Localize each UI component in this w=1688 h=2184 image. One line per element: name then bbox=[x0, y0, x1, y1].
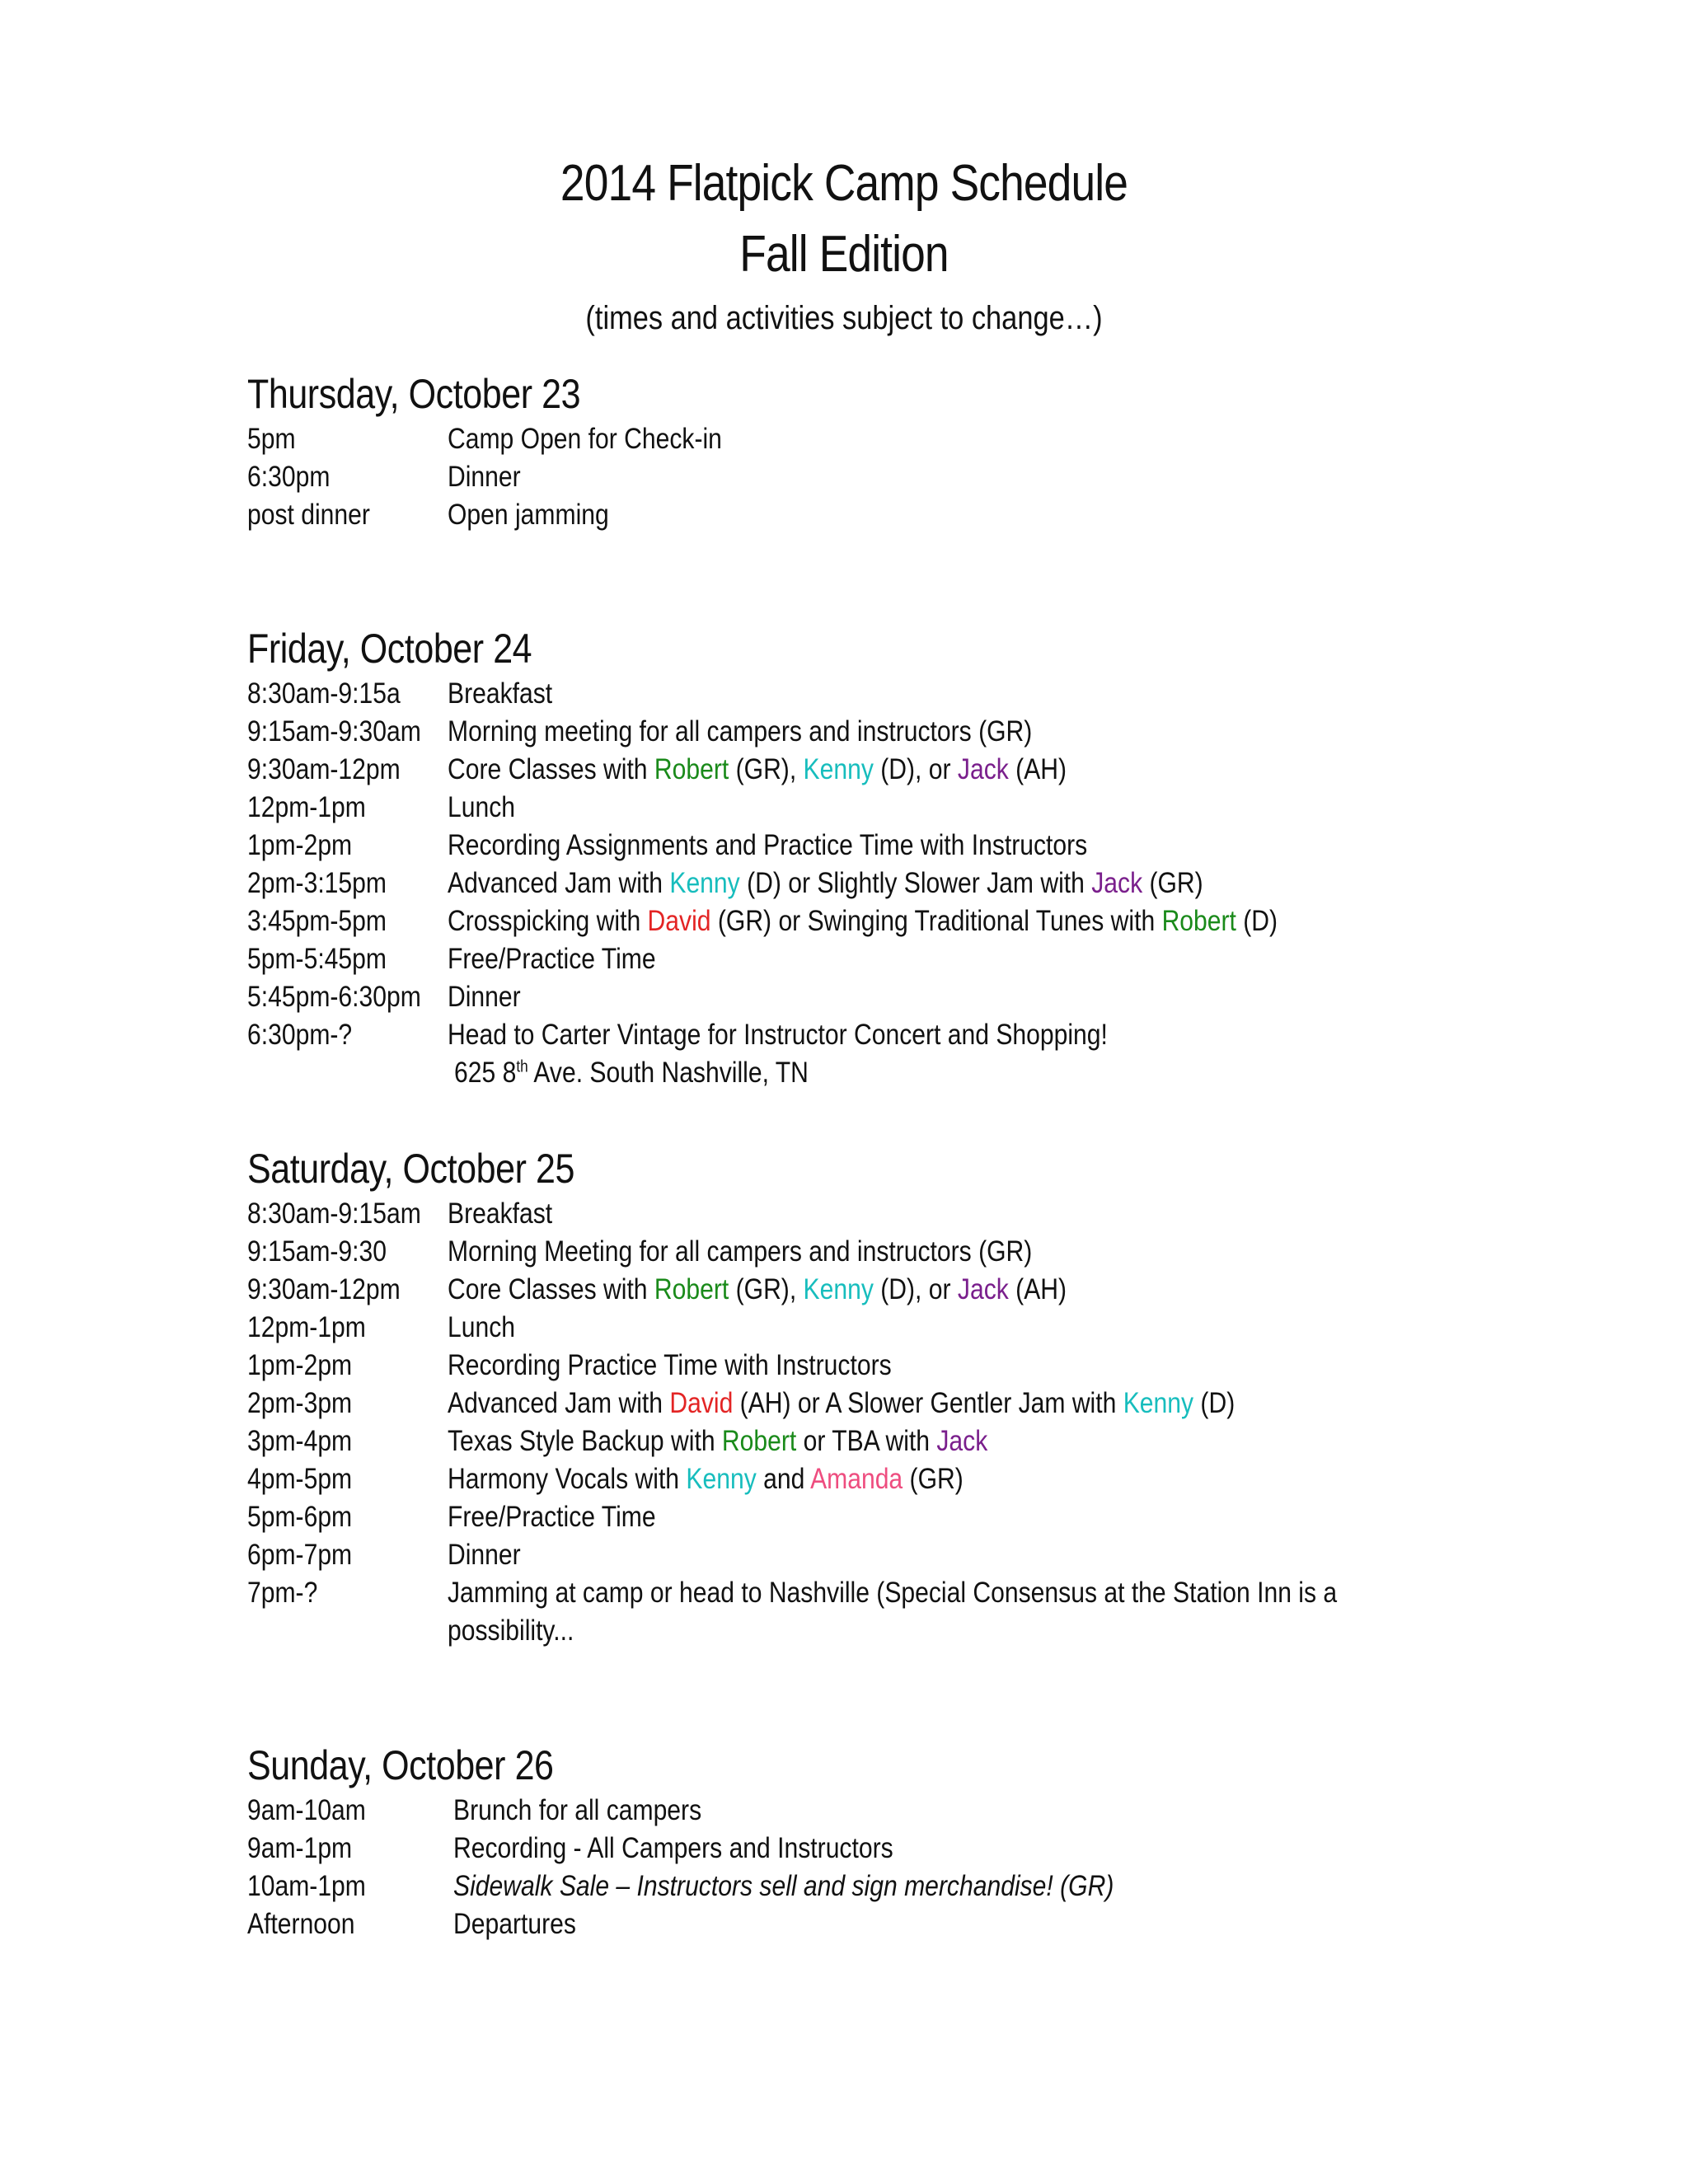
instructor-name: Kenny bbox=[669, 867, 740, 899]
schedule-activity bbox=[453, 1830, 893, 1868]
schedule-activity bbox=[448, 458, 521, 496]
instructor-name: Robert bbox=[654, 1273, 729, 1305]
schedule-row bbox=[247, 1574, 1533, 1650]
schedule-row bbox=[247, 940, 1533, 978]
schedule-time: 3pm-4pm bbox=[247, 1425, 353, 1457]
schedule-activity bbox=[448, 1385, 1235, 1422]
schedule-list bbox=[247, 1792, 1533, 1943]
schedule-row bbox=[247, 827, 1533, 865]
activity-text: Core Classes with bbox=[448, 753, 654, 785]
activity-text: (GR) or Swinging Traditional Tunes with bbox=[710, 905, 1162, 937]
schedule-row bbox=[247, 1347, 1533, 1385]
activity-text: Open jamming bbox=[448, 499, 609, 531]
day-section-friday bbox=[247, 624, 1533, 1092]
activity-text: Recording Assignments and Practice Time with Instructors bbox=[448, 829, 1088, 861]
day-heading: Friday, October 24 bbox=[247, 626, 532, 672]
activity-text: 625 8 bbox=[454, 1057, 517, 1089]
schedule-activity bbox=[448, 675, 552, 713]
schedule-activity bbox=[448, 420, 722, 458]
activity-text: Advanced Jam with bbox=[448, 867, 670, 899]
instructor-name: Jack bbox=[1091, 867, 1143, 899]
schedule-time: 5pm-5:45pm bbox=[247, 943, 387, 975]
schedule-row bbox=[247, 978, 1533, 1016]
activity-text: Advanced Jam with bbox=[448, 1387, 670, 1419]
schedule-activity bbox=[448, 1309, 515, 1347]
day-heading: Sunday, October 26 bbox=[247, 1742, 554, 1788]
schedule-time: 9:15am-9:30am bbox=[247, 715, 421, 748]
schedule-time: 9:30am-12pm bbox=[247, 1273, 401, 1305]
schedule-activity bbox=[448, 751, 1067, 789]
instructor-name: Robert bbox=[721, 1425, 797, 1457]
document-title: 2014 Flatpick Camp Schedule bbox=[560, 155, 1128, 212]
activity-text: Free/Practice Time bbox=[448, 943, 656, 975]
day-section-thursday bbox=[247, 369, 1533, 534]
schedule-time: 1pm-2pm bbox=[247, 1349, 353, 1381]
activity-text: (D) or Slightly Slower Jam with bbox=[739, 867, 1092, 899]
activity-text: Texas Style Backup with bbox=[448, 1425, 722, 1457]
schedule-row bbox=[247, 1233, 1533, 1271]
schedule-time: 12pm-1pm bbox=[247, 1311, 366, 1343]
schedule-time: 4pm-5pm bbox=[247, 1463, 353, 1495]
day-heading: Thursday, October 23 bbox=[247, 371, 581, 417]
schedule-time: 10am-1pm bbox=[247, 1870, 366, 1902]
schedule-time: Afternoon bbox=[247, 1908, 355, 1940]
activity-text: (GR), bbox=[729, 1273, 804, 1305]
schedule-time: 5pm bbox=[247, 423, 296, 455]
schedule-row bbox=[247, 1309, 1533, 1347]
activity-text: Sidewalk Sale – Instructors sell and sign merchandise! (GR) bbox=[453, 1870, 1114, 1902]
activity-text: Dinner bbox=[448, 981, 521, 1013]
schedule-row bbox=[247, 458, 1533, 496]
schedule-activity bbox=[448, 713, 1032, 751]
instructor-name: David bbox=[669, 1387, 734, 1419]
activity-text: Crosspicking with bbox=[448, 905, 648, 937]
schedule-time: 1pm-2pm bbox=[247, 829, 353, 861]
instructor-name: Kenny bbox=[803, 1273, 874, 1305]
schedule-row bbox=[247, 1271, 1533, 1309]
instructor-name: Kenny bbox=[803, 753, 874, 785]
schedule-time: 9am-1pm bbox=[247, 1832, 353, 1864]
schedule-row bbox=[247, 789, 1533, 827]
schedule-activity bbox=[448, 496, 609, 534]
schedule-activity bbox=[448, 1498, 656, 1536]
schedule-activity bbox=[448, 1460, 964, 1498]
schedule-time: 3:45pm-5pm bbox=[247, 905, 387, 937]
instructor-name: Jack bbox=[957, 753, 1009, 785]
schedule-row bbox=[247, 1195, 1533, 1233]
schedule-time: 9am-10am bbox=[247, 1794, 366, 1826]
day-heading: Saturday, October 25 bbox=[247, 1146, 574, 1192]
schedule-activity bbox=[448, 1271, 1067, 1309]
schedule-row bbox=[247, 865, 1533, 902]
activity-text: Head to Carter Vintage for Instructor Concert and Shopping! bbox=[448, 1019, 1108, 1051]
instructor-name: Jack bbox=[936, 1425, 988, 1457]
activity-text: Lunch bbox=[448, 1311, 516, 1343]
activity-text: Free/Practice Time bbox=[448, 1501, 656, 1533]
activity-text: or TBA with bbox=[796, 1425, 937, 1457]
instructor-name: Robert bbox=[654, 753, 729, 785]
activity-text: (AH) bbox=[1008, 1273, 1067, 1305]
schedule-activity bbox=[448, 789, 515, 827]
schedule-row bbox=[247, 420, 1533, 458]
document-header bbox=[0, 148, 1688, 343]
schedule-row bbox=[247, 675, 1533, 713]
activity-text: Harmony Vocals with bbox=[448, 1463, 687, 1495]
activity-text: Dinner bbox=[448, 1539, 521, 1571]
activity-text: Ave. South Nashville, TN bbox=[528, 1057, 809, 1089]
activity-text: Brunch for all campers bbox=[453, 1794, 702, 1826]
schedule-activity bbox=[453, 1792, 701, 1830]
schedule-row bbox=[247, 1016, 1533, 1092]
activity-text: (AH) or A Slower Gentler Jam with bbox=[733, 1387, 1123, 1419]
activity-text: Lunch bbox=[448, 791, 516, 823]
day-section-saturday bbox=[247, 1144, 1533, 1650]
schedule-activity bbox=[453, 1868, 1114, 1905]
activity-text: (GR) bbox=[1142, 867, 1203, 899]
schedule-activity bbox=[448, 978, 521, 1016]
activity-text: Departures bbox=[453, 1908, 576, 1940]
schedule-row bbox=[247, 496, 1533, 534]
instructor-name: Amanda bbox=[810, 1463, 903, 1495]
schedule-row bbox=[247, 1536, 1533, 1574]
activity-text: Core Classes with bbox=[448, 1273, 654, 1305]
activity-text: (AH) bbox=[1008, 753, 1067, 785]
schedule-time: 2pm-3pm bbox=[247, 1387, 353, 1419]
activity-text: Breakfast bbox=[448, 1197, 553, 1230]
schedule-activity bbox=[448, 1536, 521, 1574]
schedule-row bbox=[247, 1385, 1533, 1422]
schedule-row bbox=[247, 1868, 1533, 1905]
activity-text: possibility... bbox=[448, 1615, 574, 1647]
schedule-time: 6:30pm-? bbox=[247, 1019, 353, 1051]
schedule-row bbox=[247, 1460, 1533, 1498]
schedule-list bbox=[247, 420, 1533, 534]
schedule-time: 9:30am-12pm bbox=[247, 753, 401, 785]
schedule-time: 9:15am-9:30 bbox=[247, 1235, 387, 1268]
activity-continuation bbox=[454, 1054, 809, 1092]
activity-text: (D), or bbox=[873, 753, 958, 785]
schedule-activity bbox=[448, 1422, 987, 1460]
schedule-time: 7pm-? bbox=[247, 1577, 318, 1609]
activity-text: (D) bbox=[1236, 905, 1278, 937]
activity-text: Camp Open for Check-in bbox=[448, 423, 722, 455]
schedule-activity bbox=[448, 1016, 1108, 1054]
document-edition: Fall Edition bbox=[739, 226, 949, 283]
activity-text: Dinner bbox=[448, 461, 521, 493]
activity-text: (GR), bbox=[729, 753, 804, 785]
schedule-time: 12pm-1pm bbox=[247, 791, 366, 823]
schedule-activity bbox=[448, 827, 1087, 865]
activity-text: Jamming at camp or head to Nashville (Special Consensus at the Station Inn is a bbox=[448, 1577, 1338, 1609]
schedule-activity bbox=[448, 1195, 552, 1233]
activity-continuation bbox=[448, 1612, 574, 1650]
schedule-row bbox=[247, 1830, 1533, 1868]
activity-text: Breakfast bbox=[448, 677, 553, 710]
schedule-activity bbox=[448, 1347, 892, 1385]
instructor-name: Kenny bbox=[1123, 1387, 1194, 1419]
schedule-list bbox=[247, 1195, 1533, 1650]
schedule-time: 2pm-3:15pm bbox=[247, 867, 387, 899]
activity-text: Recording Practice Time with Instructors bbox=[448, 1349, 892, 1381]
activity-text: Morning Meeting for all campers and instructors (GR) bbox=[448, 1235, 1033, 1268]
schedule-row bbox=[247, 713, 1533, 751]
activity-text: and bbox=[756, 1463, 811, 1495]
instructor-name: Jack bbox=[957, 1273, 1009, 1305]
activity-text: Morning meeting for all campers and instructors (GR) bbox=[448, 715, 1033, 748]
activity-text: Recording - All Campers and Instructors bbox=[453, 1832, 893, 1864]
schedule-time: 6:30pm bbox=[247, 461, 331, 493]
schedule-row bbox=[247, 1905, 1533, 1943]
schedule-list bbox=[247, 675, 1533, 1092]
day-section-sunday bbox=[247, 1741, 1533, 1943]
schedule-activity bbox=[448, 1574, 1337, 1612]
schedule-activity bbox=[448, 902, 1278, 940]
schedule-time: 6pm-7pm bbox=[247, 1539, 353, 1571]
schedule-row bbox=[247, 902, 1533, 940]
instructor-name: Kenny bbox=[686, 1463, 757, 1495]
document-note: (times and activities subject to change…) bbox=[585, 300, 1103, 336]
activity-text: (GR) bbox=[903, 1463, 964, 1495]
instructor-name: Robert bbox=[1161, 905, 1236, 937]
activity-text: (D), or bbox=[873, 1273, 958, 1305]
instructor-name: David bbox=[647, 905, 711, 937]
schedule-time: 8:30am-9:15a bbox=[247, 677, 401, 710]
schedule-row bbox=[247, 1792, 1533, 1830]
schedule-row bbox=[247, 751, 1533, 789]
schedule-activity bbox=[448, 865, 1203, 902]
activity-text: (D) bbox=[1193, 1387, 1236, 1419]
schedule-row bbox=[247, 1422, 1533, 1460]
schedule-activity bbox=[448, 1233, 1032, 1271]
schedule-time: 5:45pm-6:30pm bbox=[247, 981, 421, 1013]
schedule-activity bbox=[448, 940, 656, 978]
schedule-time: post dinner bbox=[247, 499, 370, 531]
schedule-time: 8:30am-9:15am bbox=[247, 1197, 421, 1230]
schedule-activity bbox=[453, 1905, 576, 1943]
ordinal-suffix: th bbox=[516, 1057, 528, 1076]
schedule-row bbox=[247, 1498, 1533, 1536]
schedule-time: 5pm-6pm bbox=[247, 1501, 353, 1533]
